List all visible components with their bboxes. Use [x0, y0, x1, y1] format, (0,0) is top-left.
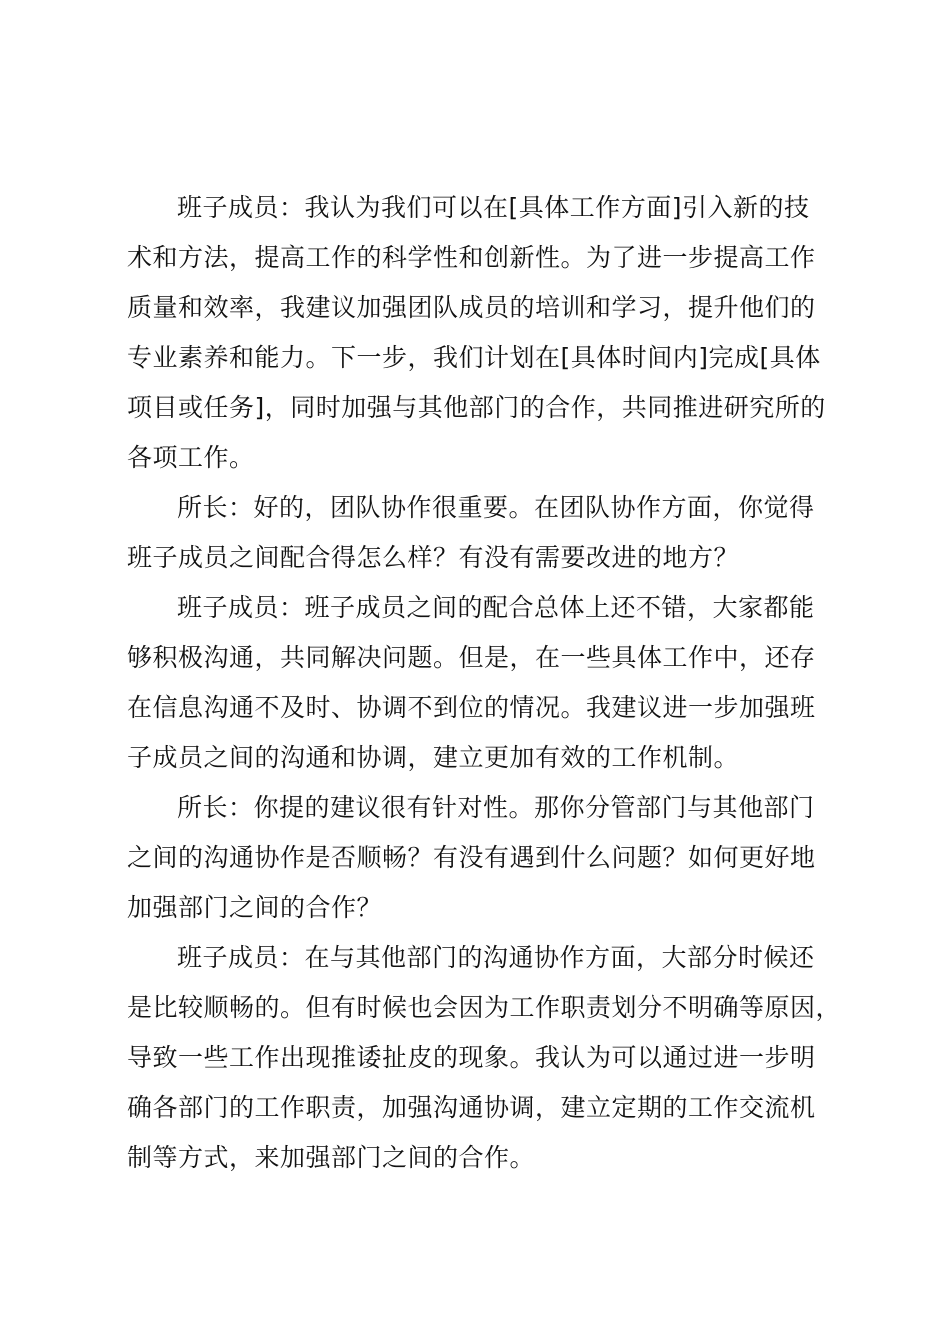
- paragraph-line: 加强部门之间的合作？: [127, 893, 383, 922]
- paragraph-line: 所长：你提的建议很有针对性。那你分管部门与其他部门: [177, 793, 815, 822]
- paragraph-line: 质量和效率，我建议加强团队成员的培训和学习，提升他们的: [127, 293, 816, 322]
- paragraph-line: 子成员之间的沟通和协调，建立更加有效的工作机制。: [127, 743, 740, 772]
- paragraph-line: 是比较顺畅的。但有时候也会因为工作职责划分不明确等原因，: [127, 993, 842, 1022]
- paragraph-5: [127, 933, 847, 1183]
- paragraph-line: 班子成员：我认为我们可以在[具体工作方面]引入新的技: [177, 193, 810, 222]
- paragraph-line: 专业素养和能力。下一步，我们计划在[具体时间内]完成[具体: [127, 343, 821, 372]
- paragraph-line: 够积极沟通，共同解决问题。但是，在一些具体工作中，还存: [127, 643, 816, 672]
- paragraph-line: 班子成员：班子成员之间的配合总体上还不错，大家都能: [177, 593, 815, 622]
- paragraph-line: 在信息沟通不及时、协调不到位的情况。我建议进一步加强班: [127, 693, 816, 722]
- paragraph-line: 制等方式，来加强部门之间的合作。: [127, 1143, 536, 1172]
- paragraph-line: 之间的沟通协作是否顺畅？有没有遇到什么问题？如何更好地: [127, 843, 816, 872]
- paragraph-3: [127, 583, 847, 783]
- paragraph-line: 确各部门的工作职责，加强沟通协调，建立定期的工作交流机: [127, 1093, 816, 1122]
- paragraph-line: 所长：好的，团队协作很重要。在团队协作方面，你觉得: [177, 493, 815, 522]
- document-body: [127, 183, 847, 1183]
- paragraph-1: [127, 183, 847, 483]
- paragraph-2: [127, 483, 847, 583]
- paragraph-line: 各项工作。: [127, 443, 255, 472]
- paragraph-line: 班子成员之间配合得怎么样？有没有需要改进的地方？: [127, 543, 740, 572]
- paragraph-line: 项目或任务]，同时加强与其他部门的合作，共同推进研究所的: [127, 393, 826, 422]
- paragraph-line: 班子成员：在与其他部门的沟通协作方面，大部分时候还: [177, 943, 815, 972]
- paragraph-line: 术和方法，提高工作的科学性和创新性。为了进一步提高工作: [127, 243, 816, 272]
- paragraph-line: 导致一些工作出现推诿扯皮的现象。我认为可以通过进一步明: [127, 1043, 816, 1072]
- paragraph-4: [127, 783, 847, 933]
